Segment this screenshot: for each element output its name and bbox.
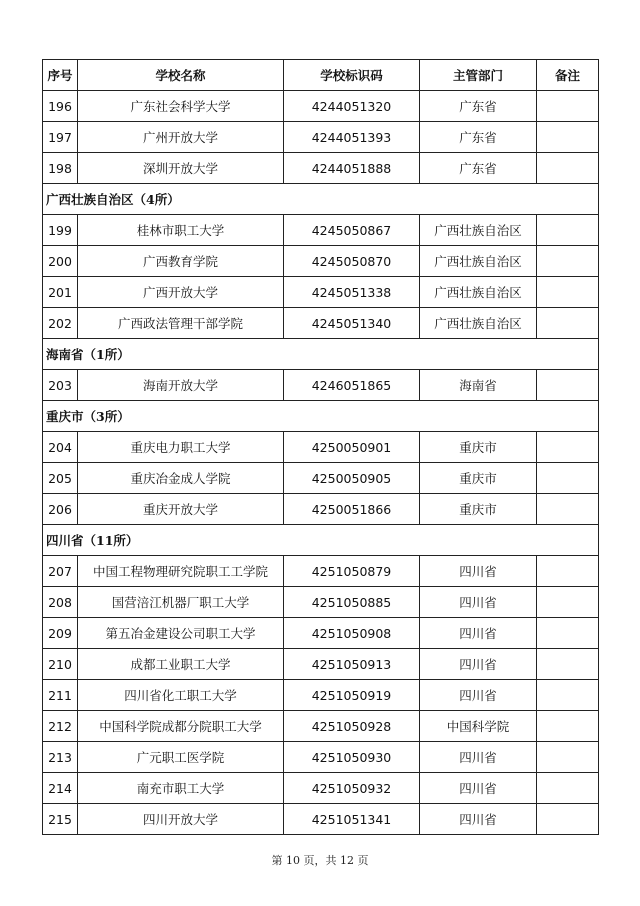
- cell-school-name: 中国科学院成都分院职工大学: [78, 711, 284, 742]
- cell-note: [537, 277, 599, 308]
- cell-note: [537, 711, 599, 742]
- cell-note: [537, 494, 599, 525]
- cell-school-name: 第五冶金建设公司职工大学: [78, 618, 284, 649]
- cell-department: 重庆市: [420, 463, 537, 494]
- cell-department: 重庆市: [420, 494, 537, 525]
- cell-school-code: 4245050870: [284, 246, 420, 277]
- cell-school-name: 广西政法管理干部学院: [78, 308, 284, 339]
- cell-department: 广东省: [420, 153, 537, 184]
- cell-index: 204: [43, 432, 78, 463]
- cell-note: [537, 773, 599, 804]
- cell-note: [537, 587, 599, 618]
- cell-index: 198: [43, 153, 78, 184]
- table-row: [43, 804, 599, 835]
- cell-note: [537, 91, 599, 122]
- header-note: 备注: [537, 60, 599, 91]
- cell-note: [537, 246, 599, 277]
- table-row: [43, 91, 599, 122]
- cell-school-code: 4251050885: [284, 587, 420, 618]
- table-row: [43, 122, 599, 153]
- table-row: [43, 246, 599, 277]
- cell-department: 四川省: [420, 618, 537, 649]
- cell-note: [537, 556, 599, 587]
- header-index: 序号: [43, 60, 78, 91]
- cell-school-name: 广元职工医学院: [78, 742, 284, 773]
- cell-department: 四川省: [420, 587, 537, 618]
- cell-department: 重庆市: [420, 432, 537, 463]
- cell-school-code: 4244051888: [284, 153, 420, 184]
- cell-school-code: 4251050932: [284, 773, 420, 804]
- cell-school-code: 4245050867: [284, 215, 420, 246]
- table-row: [43, 308, 599, 339]
- cell-note: [537, 618, 599, 649]
- header-school-name: 学校名称: [78, 60, 284, 91]
- table-row: [43, 587, 599, 618]
- table-row: [43, 742, 599, 773]
- table-row: [43, 432, 599, 463]
- table-body: [43, 91, 599, 835]
- cell-school-code: 4250051866: [284, 494, 420, 525]
- cell-school-code: 4244051393: [284, 122, 420, 153]
- cell-department: 广东省: [420, 91, 537, 122]
- cell-school-code: 4251050919: [284, 680, 420, 711]
- table-row: [43, 277, 599, 308]
- cell-index: 200: [43, 246, 78, 277]
- cell-school-code: 4251050908: [284, 618, 420, 649]
- cell-school-name: 中国工程物理研究院职工工学院: [78, 556, 284, 587]
- cell-index: 215: [43, 804, 78, 835]
- cell-note: [537, 370, 599, 401]
- cell-note: [537, 215, 599, 246]
- cell-department: 广西壮族自治区: [420, 246, 537, 277]
- cell-school-code: 4251050913: [284, 649, 420, 680]
- cell-school-name: 广西开放大学: [78, 277, 284, 308]
- cell-school-code: 4250050901: [284, 432, 420, 463]
- cell-index: 206: [43, 494, 78, 525]
- cell-index: 214: [43, 773, 78, 804]
- table-row: [43, 463, 599, 494]
- cell-school-code: 4245051338: [284, 277, 420, 308]
- table-row: [43, 711, 599, 742]
- cell-department: 中国科学院: [420, 711, 537, 742]
- cell-note: [537, 463, 599, 494]
- cell-index: 209: [43, 618, 78, 649]
- cell-school-name: 海南开放大学: [78, 370, 284, 401]
- cell-index: 211: [43, 680, 78, 711]
- cell-index: 208: [43, 587, 78, 618]
- cell-index: 202: [43, 308, 78, 339]
- table-row: [43, 773, 599, 804]
- cell-note: [537, 308, 599, 339]
- table-row: [43, 370, 599, 401]
- cell-index: 213: [43, 742, 78, 773]
- cell-note: [537, 153, 599, 184]
- section-title: 广西壮族自治区（4所）: [43, 184, 599, 215]
- section-title: 四川省（11所）: [43, 525, 599, 556]
- table-row: [43, 494, 599, 525]
- cell-index: 210: [43, 649, 78, 680]
- cell-department: 海南省: [420, 370, 537, 401]
- section-header-row: [43, 339, 599, 370]
- table-row: [43, 680, 599, 711]
- header-row: [43, 60, 599, 91]
- cell-department: 广西壮族自治区: [420, 277, 537, 308]
- cell-school-name: 南充市职工大学: [78, 773, 284, 804]
- cell-school-code: 4251050928: [284, 711, 420, 742]
- table-row: [43, 556, 599, 587]
- cell-school-code: 4246051865: [284, 370, 420, 401]
- table-row: [43, 215, 599, 246]
- section-title: 海南省（1所）: [43, 339, 599, 370]
- cell-school-name: 广东社会科学大学: [78, 91, 284, 122]
- cell-index: 203: [43, 370, 78, 401]
- cell-department: 四川省: [420, 804, 537, 835]
- cell-school-name: 桂林市职工大学: [78, 215, 284, 246]
- table-row: [43, 618, 599, 649]
- cell-school-name: 国营涪江机器厂职工大学: [78, 587, 284, 618]
- cell-school-name: 深圳开放大学: [78, 153, 284, 184]
- cell-department: 四川省: [420, 556, 537, 587]
- section-header-row: [43, 401, 599, 432]
- cell-school-name: 四川省化工职工大学: [78, 680, 284, 711]
- cell-department: 四川省: [420, 773, 537, 804]
- cell-department: 四川省: [420, 649, 537, 680]
- school-list-table: [42, 59, 599, 835]
- cell-department: 四川省: [420, 742, 537, 773]
- section-header-row: [43, 525, 599, 556]
- cell-index: 199: [43, 215, 78, 246]
- cell-school-code: 4251050930: [284, 742, 420, 773]
- table-header: [43, 60, 599, 91]
- cell-note: [537, 680, 599, 711]
- cell-school-name: 重庆电力职工大学: [78, 432, 284, 463]
- header-department: 主管部门: [420, 60, 537, 91]
- cell-note: [537, 742, 599, 773]
- cell-school-name: 成都工业职工大学: [78, 649, 284, 680]
- cell-index: 207: [43, 556, 78, 587]
- cell-note: [537, 804, 599, 835]
- cell-school-name: 广州开放大学: [78, 122, 284, 153]
- cell-note: [537, 432, 599, 463]
- cell-index: 212: [43, 711, 78, 742]
- cell-department: 广东省: [420, 122, 537, 153]
- cell-department: 广西壮族自治区: [420, 308, 537, 339]
- cell-index: 205: [43, 463, 78, 494]
- cell-index: 201: [43, 277, 78, 308]
- page-footer: 第 10 页，共 12 页: [271, 854, 369, 867]
- cell-note: [537, 122, 599, 153]
- cell-school-name: 重庆冶金成人学院: [78, 463, 284, 494]
- header-school-code: 学校标识码: [284, 60, 420, 91]
- section-header-row: [43, 184, 599, 215]
- section-title: 重庆市（3所）: [43, 401, 599, 432]
- table-row: [43, 153, 599, 184]
- cell-school-code: 4251050879: [284, 556, 420, 587]
- cell-school-name: 广西教育学院: [78, 246, 284, 277]
- cell-index: 196: [43, 91, 78, 122]
- cell-school-code: 4245051340: [284, 308, 420, 339]
- cell-school-name: 四川开放大学: [78, 804, 284, 835]
- cell-school-code: 4250050905: [284, 463, 420, 494]
- cell-index: 197: [43, 122, 78, 153]
- cell-department: 广西壮族自治区: [420, 215, 537, 246]
- table-row: [43, 649, 599, 680]
- cell-school-name: 重庆开放大学: [78, 494, 284, 525]
- cell-school-code: 4244051320: [284, 91, 420, 122]
- cell-school-code: 4251051341: [284, 804, 420, 835]
- cell-department: 四川省: [420, 680, 537, 711]
- cell-note: [537, 649, 599, 680]
